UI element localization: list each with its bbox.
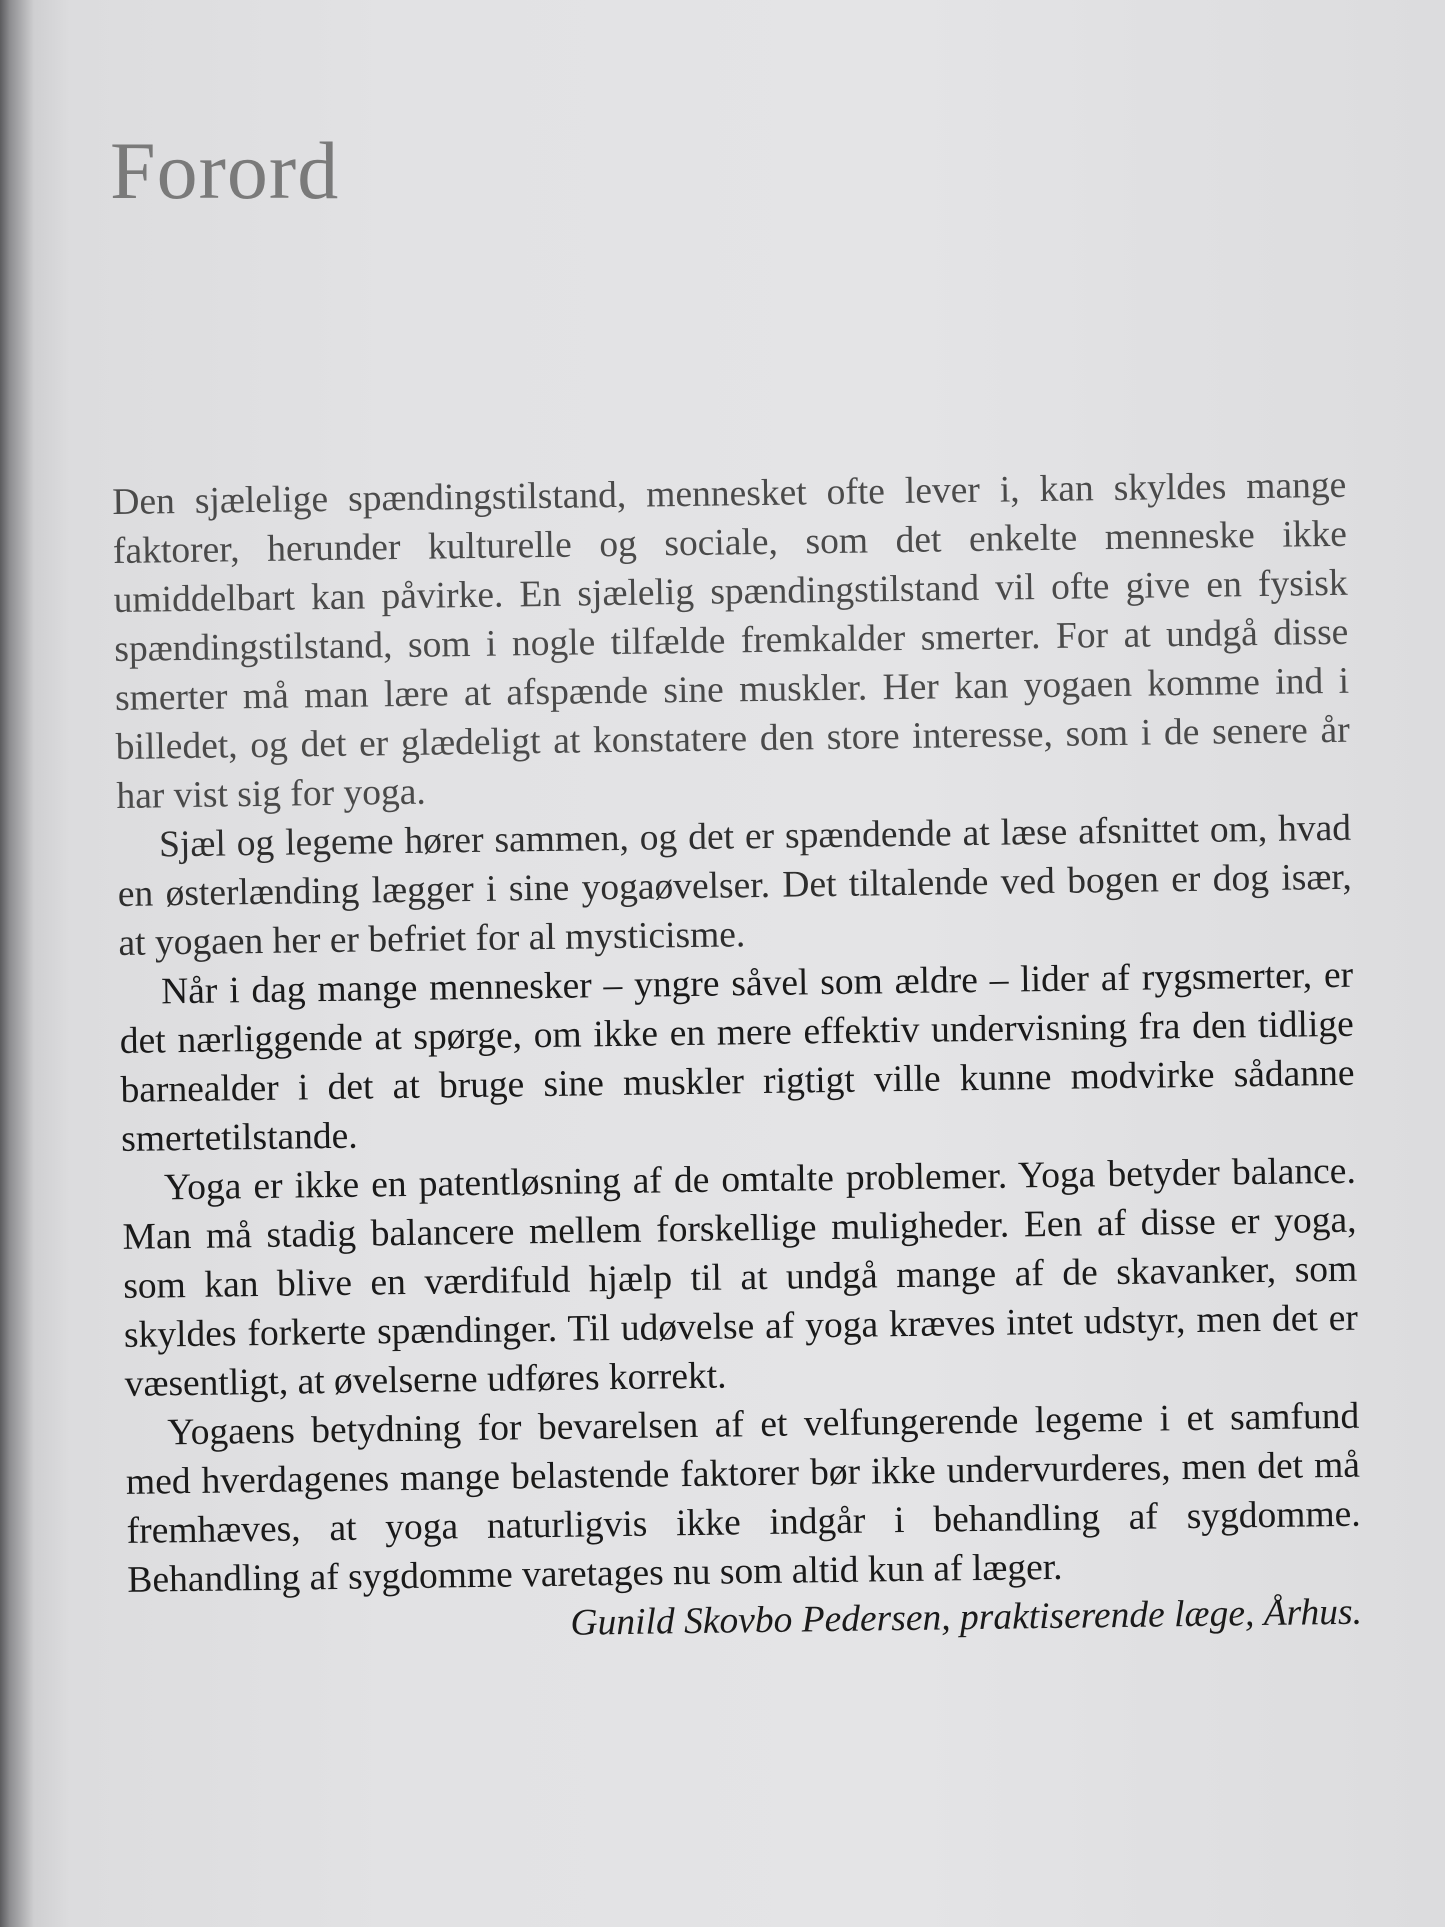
page-title: Forord: [110, 125, 340, 216]
paragraph: Sjæl og legeme hører sammen, og det er spændende at læse afsnittet om, hvad en østerlænding lægger i sine yogaøvelser. Det tiltalende ved bogen er dog især, at yogaen her er befriet for al mysticisme.: [117, 807, 1352, 964]
foreword-body: [112, 461, 1362, 1654]
paragraph: Når i dag mange mennesker – yngre såvel som ældre – lider af rygsmerter, er det nærliggende at spørge, om ikke en mere effektiv undervisning fra den tidlige barnealder i det at bruge sine muskler rigtigt ville kunne modvirke sådanne smertetilstande.: [119, 954, 1355, 1160]
paragraph: Den sjælelige spændingstilstand, mennesket ofte lever i, kan skyldes mange faktorer, herunder kulturelle og sociale, som det enkelte menneske ikke umiddelbart kan påvirke. En sjælelig spændingstilstand vil ofte give en fysisk spændingstilstand, som i nogle tilfælde fremkalder smerter. For at undgå disse smerter må man lære at afspænde sine muskler. Her kan yogaen komme ind i billedet, og det er glædeligt at konstatere den store interesse, som i de senere år har vist sig for yoga.: [112, 464, 1350, 817]
paragraph: Yogaens betydning for bevarelsen af et velfungerende legeme i et samfund med hverdagenes mange belastende faktorer bør ikke undervurderes, men det må fremhæves, at yoga naturligvis ikke indgår i behandling af sygdomme. Behandling af sygdomme varetages nu som altid kun af læger.: [125, 1395, 1361, 1601]
paragraph: Yoga er ikke en patentløsning af de omtalte problemer. Yoga betyder balance. Man må stadig balancere mellem forskellige muligheder. Een af disse er yoga, som kan blive en værdifuld hjælp til at undgå mange af de skavanker, som skyldes forkerte spændinger. Til udøvelse af yoga kræves intet udstyr, men det er væsentligt, at øvelserne udføres korrekt.: [122, 1150, 1359, 1405]
author-signature: Gunild Skovbo Pedersen, praktiserende læge, Århus.: [570, 1591, 1363, 1644]
